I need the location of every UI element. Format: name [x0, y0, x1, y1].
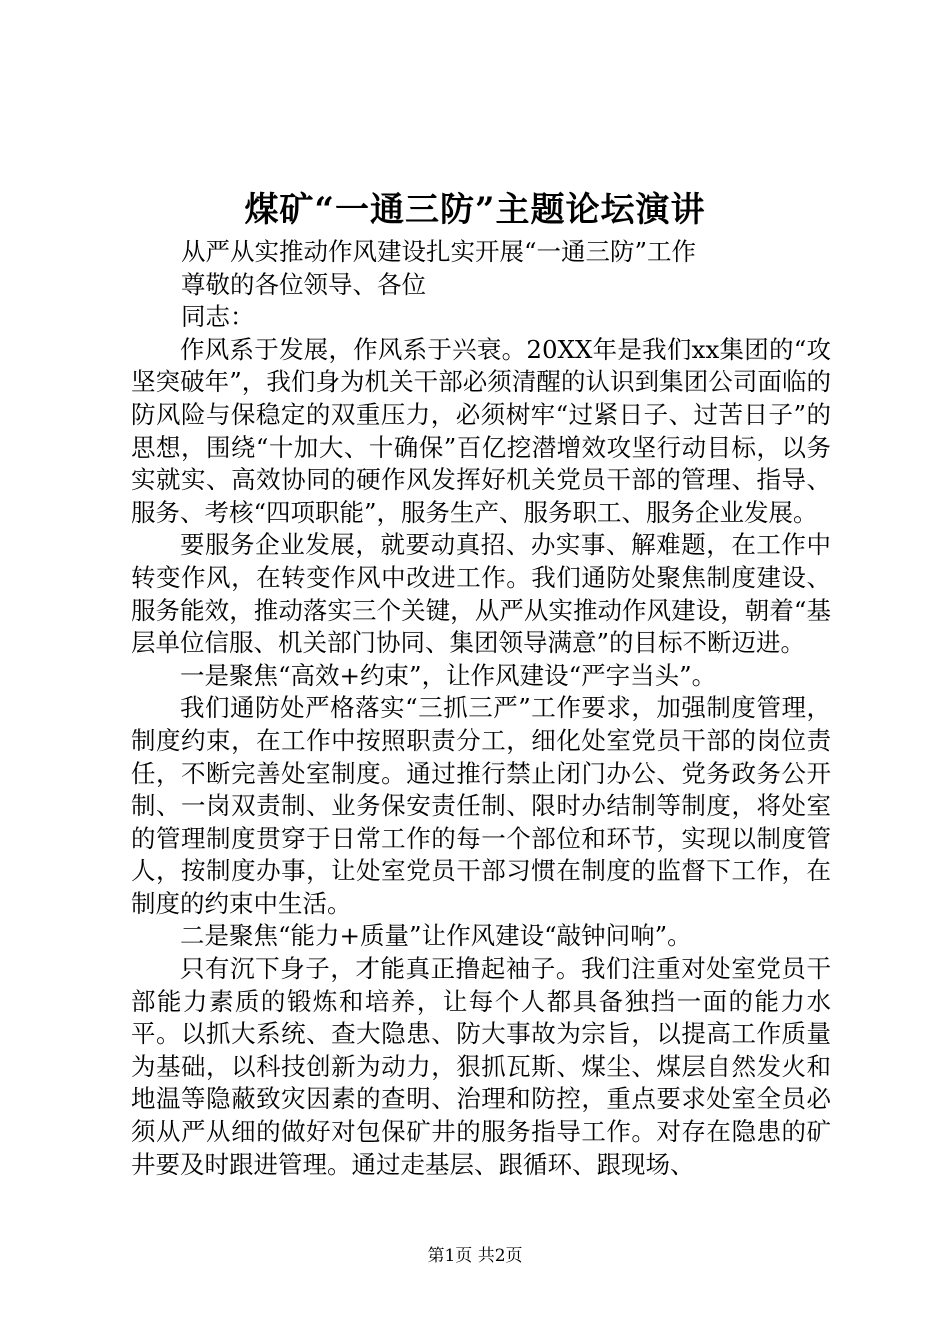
page-footer: 第1页 共2页: [427, 1246, 523, 1266]
paragraph-2: 要服务企业发展，就要动真招、办实事、解难题，在工作中转变作风，在转变作风中改进工作。我们通防处聚焦制度建设、服务能效，推动落实三个关键，从严从实推动作风建设，朝着“基层单位信服、机关部门协同、集团领导满意”的目标不断迈进。: [131, 530, 831, 658]
paragraph-4: 只有沉下身子，才能真正撸起袖子。我们注重对处室党员干部能力素质的锻炼和培养，让每个人都具备独挡一面的能力水平。以抓大系统、查大隐患、防大事故为宗旨，以提高工作质量为基础，以科技创新为动力，狠抓瓦斯、煤尘、煤层自然发火和地温等隐蔽致灾因素的查明、治理和防控，重点要求处室全员必须从严从细的做好对包保矿井的服务指导工作。对存在隐患的矿井要及时跟进管理。通过走基层、跟循环、跟现场、: [131, 954, 831, 1179]
subtitle-line: 从严从实推动作风建设扎实开展“一通三防”工作: [181, 237, 697, 266]
paragraph-3: 我们通防处严格落实“三抓三严”工作要求，加强制度管理，制度约束，在工作中按照职责分工，细化处室党员干部的岗位责任，不断完善处室制度。通过推行禁止闭门办公、党务政务公开制、一岗双责制、业务保安责任制、限时办结制等制度，将处室的管理制度贯穿于日常工作的每一个部位和环节，实现以制度管人，按制度办事，让处室党员干部习惯在制度的监督下工作，在制度的约束中生活。: [131, 693, 831, 918]
document-body: [131, 236, 831, 1181]
section-heading-1: 一是聚焦“高效+约束”，让作风建设“严字当头”。: [180, 660, 717, 690]
salutation-line-2: 同志：: [181, 302, 255, 332]
paragraph-1: 作风系于发展，作风系于兴衰。20XX年是我们xx集团的“攻坚突破年”，我们身为机关干部必须清醒的认识到集团公司面临的防风险与保稳定的双重压力，必须树牢“过紧日子、过苦日子”的思想，围绕“十加大、十确保”百亿挖潜增效攻坚行动目标，以务实就实、高效协同的硬作风发挥好机关党员干部的管理、指导、服务、考核“四项职能”，服务生产、服务职工、服务企业发展。: [131, 334, 831, 527]
salutation-line-1: 尊敬的各位领导、各位: [181, 269, 426, 299]
section-heading-2: 二是聚焦“能力+质量”让作风建设“敲钟问响”。: [180, 921, 692, 951]
document-title: 煤矿“一通三防”主题论坛演讲: [244, 190, 706, 230]
